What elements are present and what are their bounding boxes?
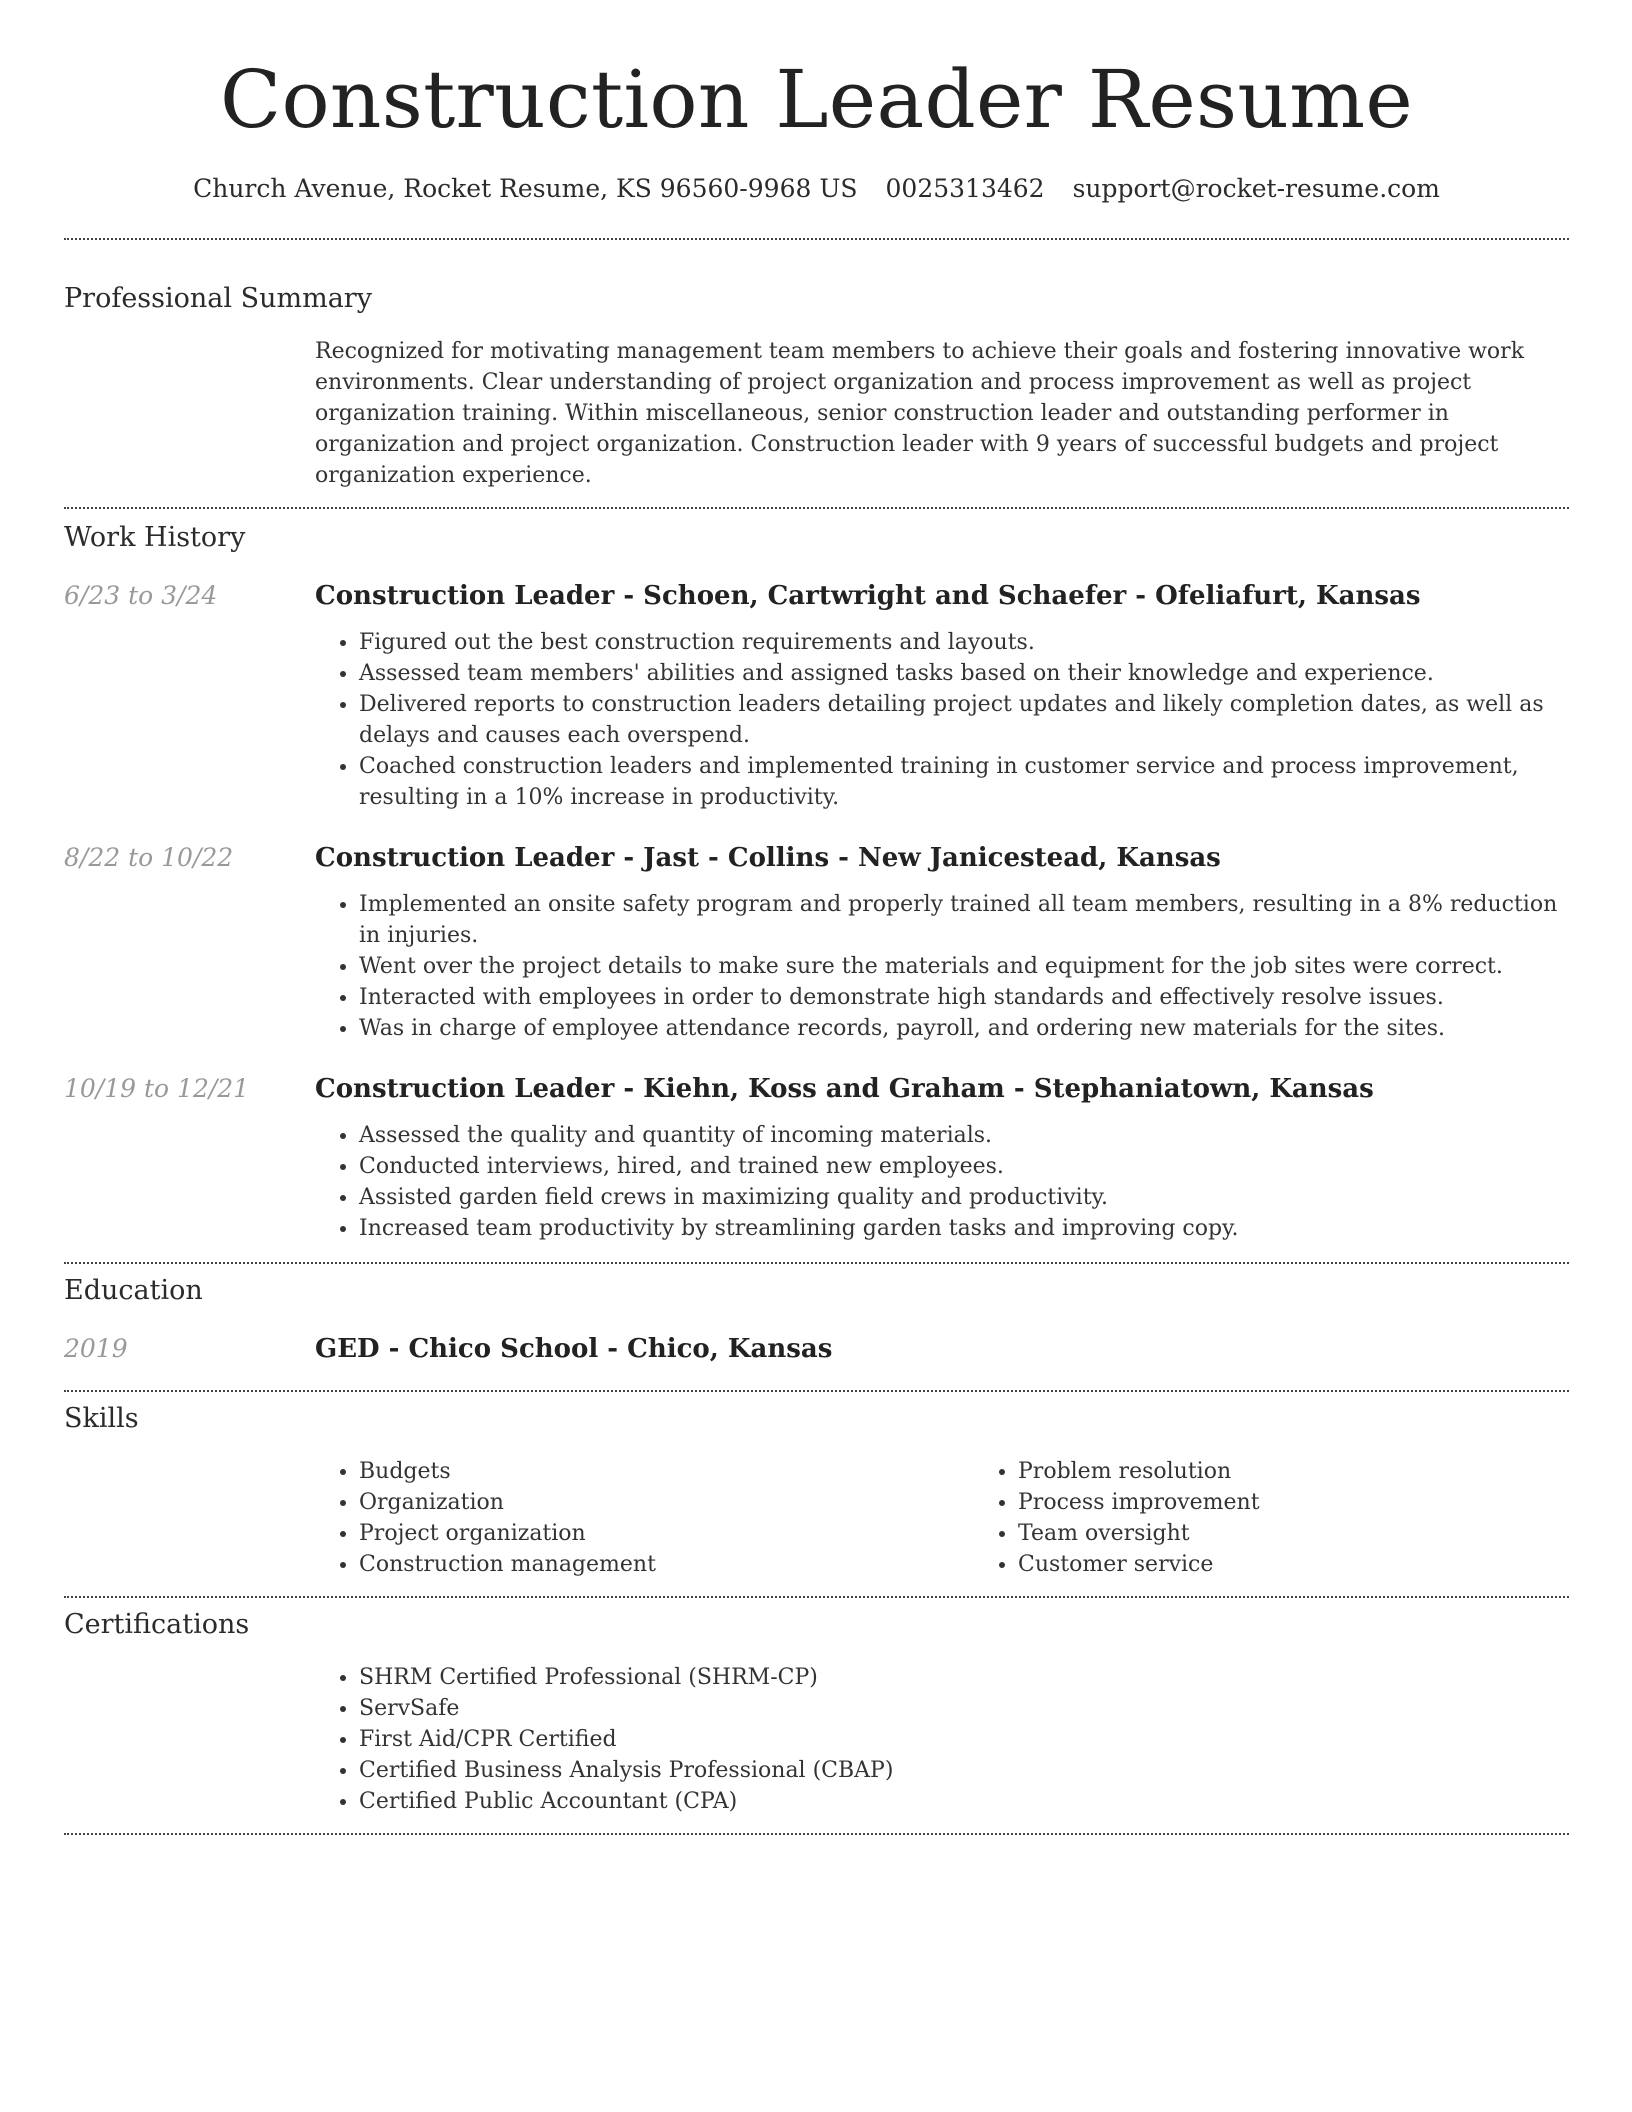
contact-email: support@rocket-resume.com xyxy=(1072,174,1440,203)
job-bullet: • Interacted with employees in order to demonstrate high standards and effectively resolve issues. xyxy=(359,982,1569,1013)
certifications-section xyxy=(64,1608,1569,1817)
job-title: Construction Leader - Kiehn, Koss and Graham - Stephaniatown, Kansas xyxy=(315,1074,1374,1104)
contact-address: Church Avenue, Rocket Resume, KS 96560-9968 US xyxy=(193,174,858,203)
divider xyxy=(64,1390,1569,1392)
job-bullet: • Assisted garden field crews in maximizing quality and productivity. xyxy=(359,1182,1569,1213)
skill-item: • Team oversight xyxy=(1018,1518,1632,1549)
divider xyxy=(64,1596,1569,1598)
job-bullet: • Delivered reports to construction leaders detailing project updates and likely completion dates, as well as delays and causes each overspend. xyxy=(359,689,1569,751)
skill-item: • Process improvement xyxy=(1018,1487,1632,1518)
work-history-section xyxy=(64,521,1569,1244)
certifications-list xyxy=(315,1662,1569,1817)
job-title: Construction Leader - Schoen, Cartwright and Schaefer - Ofeliafurt, Kansas xyxy=(315,581,1421,611)
skill-item: • Customer service xyxy=(1018,1549,1632,1580)
summary-section xyxy=(64,282,1569,491)
job-entry xyxy=(64,579,1569,813)
job-bullet: • Figured out the best construction requirements and layouts. xyxy=(359,627,1569,658)
education-date: 2019 xyxy=(64,1334,128,1363)
contact-line xyxy=(64,174,1569,204)
certification-item: • SHRM Certified Professional (SHRM-CP) xyxy=(359,1662,1569,1693)
job-dates: 10/19 to 12/21 xyxy=(64,1074,250,1103)
education-heading: Education xyxy=(64,1275,203,1306)
skill-item: • Project organization xyxy=(359,1518,974,1549)
education-section xyxy=(64,1274,1569,1366)
certification-item: • ServSafe xyxy=(359,1693,1569,1724)
certification-item: • First Aid/CPR Certified xyxy=(359,1724,1569,1755)
education-title: GED - Chico School - Chico, Kansas xyxy=(315,1334,833,1364)
skills-section xyxy=(64,1402,1569,1580)
resume-page xyxy=(64,0,1569,1835)
skills-column-right xyxy=(974,1456,1632,1580)
divider xyxy=(64,238,1569,240)
job-bullets xyxy=(315,1120,1569,1244)
skill-item: • Problem resolution xyxy=(1018,1456,1632,1487)
skills-heading: Skills xyxy=(64,1403,139,1434)
certification-item: • Certified Public Accountant (CPA) xyxy=(359,1786,1569,1817)
certifications-heading: Certifications xyxy=(64,1609,250,1640)
job-dates: 6/23 to 3/24 xyxy=(64,581,218,610)
education-entry xyxy=(64,1332,1569,1366)
summary-heading: Professional Summary xyxy=(64,283,372,314)
job-bullet: • Assessed the quality and quantity of incoming materials. xyxy=(359,1120,1569,1151)
job-bullets xyxy=(315,889,1569,1044)
job-dates: 8/22 to 10/22 xyxy=(64,843,234,872)
skill-item: • Organization xyxy=(359,1487,974,1518)
skills-list xyxy=(315,1456,1569,1580)
job-bullet: • Went over the project details to make sure the materials and equipment for the job sites were correct. xyxy=(359,951,1569,982)
job-bullet: • Increased team productivity by streamlining garden tasks and improving copy. xyxy=(359,1213,1569,1244)
skills-column-left xyxy=(315,1456,974,1580)
skill-item: • Construction management xyxy=(359,1549,974,1580)
summary-text: Recognized for motivating management team members to achieve their goals and fostering innovative work environments. Clear understanding of project organization and process improvement as well as project organization training. Within miscellaneous, senior construction leader and outstanding performer in organization and project organization. Construction leader with 9 years of successful budgets and project organization experience. xyxy=(315,339,1525,488)
skill-item: • Budgets xyxy=(359,1456,974,1487)
job-bullet: • Conducted interviews, hired, and trained new employees. xyxy=(359,1151,1569,1182)
divider xyxy=(64,1833,1569,1835)
divider xyxy=(64,507,1569,509)
resume-title: Construction Leader Resume xyxy=(219,53,1414,146)
job-title: Construction Leader - Jast - Collins - New Janicestead, Kansas xyxy=(315,843,1221,873)
job-bullet: • Was in charge of employee attendance records, payroll, and ordering new materials for the sites. xyxy=(359,1013,1569,1044)
job-bullet: • Implemented an onsite safety program and properly trained all team members, resulting in a 8% reduction in injuries. xyxy=(359,889,1569,951)
job-entry xyxy=(64,1072,1569,1244)
divider xyxy=(64,1262,1569,1264)
job-entry xyxy=(64,841,1569,1044)
job-bullet: • Coached construction leaders and implemented training in customer service and process improvement, resulting in a 10% increase in productivity. xyxy=(359,751,1569,813)
contact-phone: 0025313462 xyxy=(885,174,1045,203)
certification-item: • Certified Business Analysis Professional (CBAP) xyxy=(359,1755,1569,1786)
job-bullet: • Assessed team members' abilities and assigned tasks based on their knowledge and experience. xyxy=(359,658,1569,689)
work-history-heading: Work History xyxy=(64,522,246,553)
job-bullets xyxy=(315,627,1569,813)
